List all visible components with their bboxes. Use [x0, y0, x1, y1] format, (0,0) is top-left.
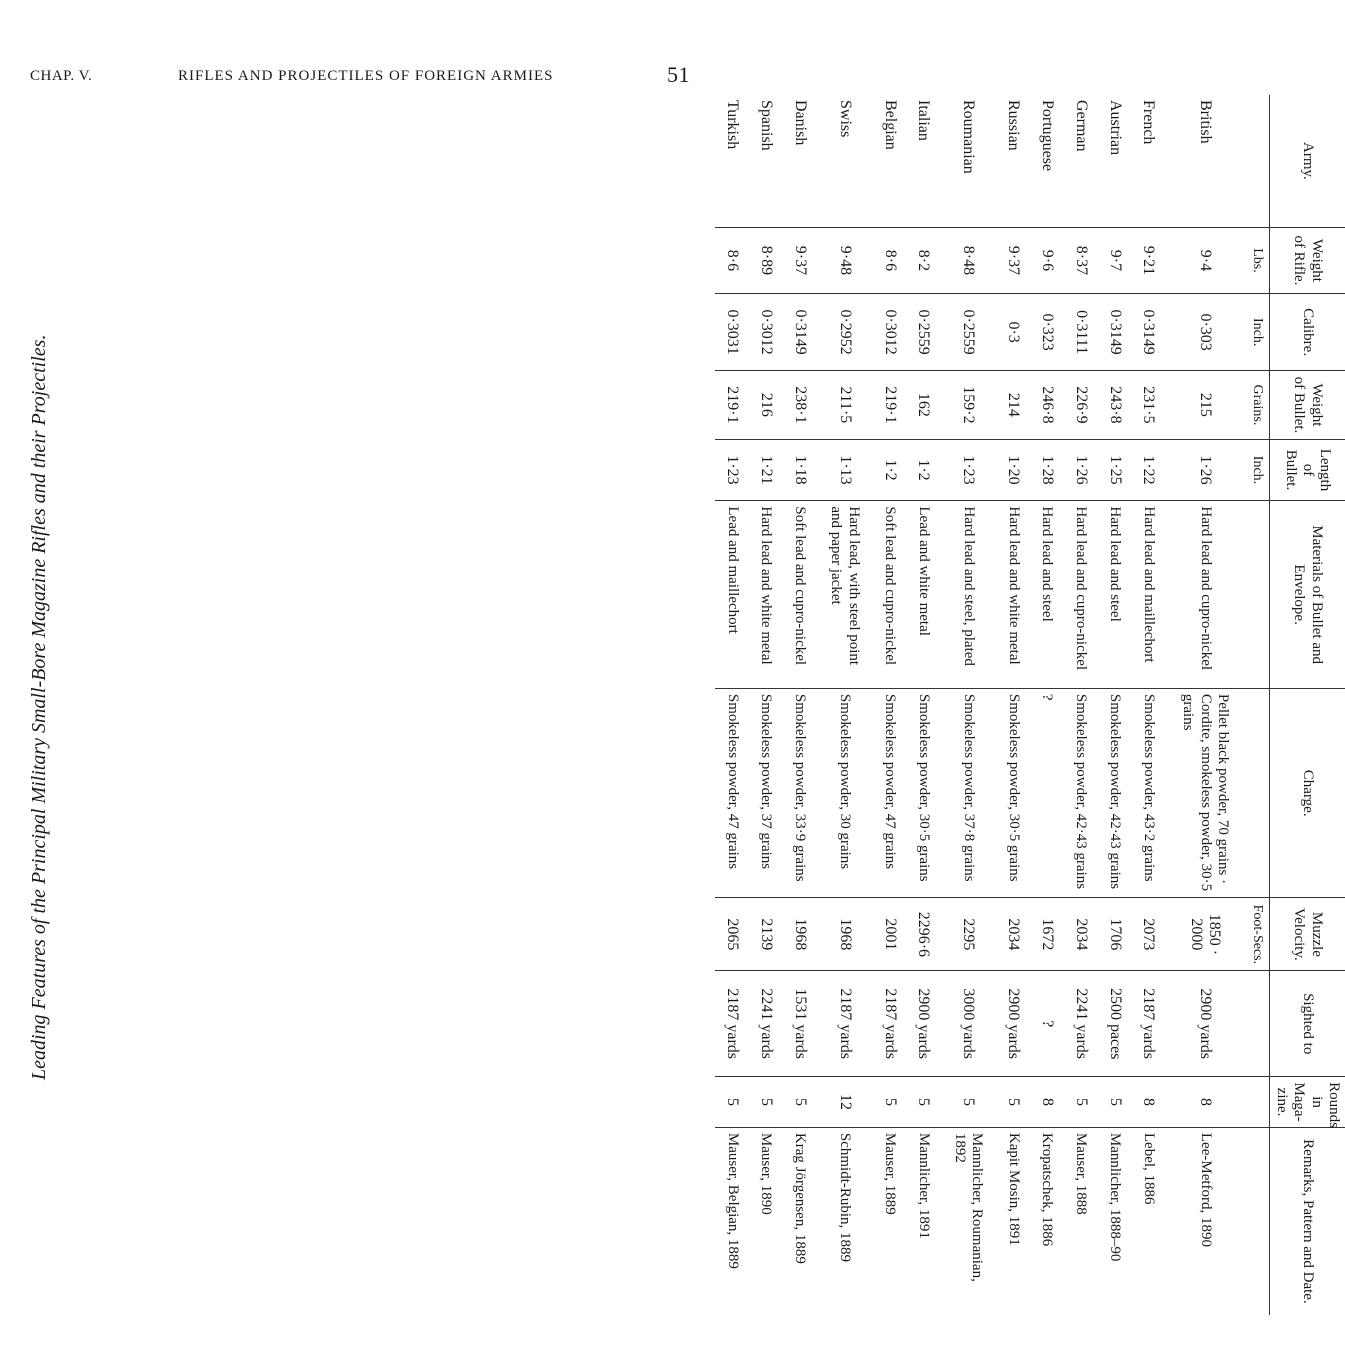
- muzzle-velocity-cell: 2296·6: [906, 898, 940, 971]
- weight-bullet-cell: 219·1: [872, 371, 906, 439]
- calibre-cell: 0·323: [1030, 294, 1064, 371]
- rounds-cell: 5: [1064, 1077, 1098, 1128]
- rifles-table: [715, 95, 1345, 1315]
- header-calibre: Calibre.: [1270, 294, 1345, 371]
- remarks-cell: Mannlicher, 1891: [906, 1127, 940, 1315]
- rounds-cell: 5: [715, 1077, 749, 1128]
- remarks-cell: Mauser, Belgian, 1889: [715, 1127, 749, 1315]
- army-cell: French: [1140, 100, 1158, 145]
- muzzle-velocity-cell: 1706: [1097, 898, 1131, 971]
- header-remarks: Remarks, Pattern and Date.: [1270, 1127, 1345, 1315]
- charge-cell: ?: [1030, 688, 1064, 898]
- weight-bullet-cell: 226·9: [1064, 371, 1098, 439]
- materials-cell: Lead and white metal: [906, 501, 940, 689]
- sighted-to-cell: ?: [1030, 971, 1064, 1077]
- sighted-to-cell: 2900 yards: [996, 971, 1030, 1077]
- materials-cell: Hard lead and steel: [1030, 501, 1064, 689]
- calibre-cell: 0·3111: [1064, 294, 1098, 371]
- length-bullet-cell: 1·20: [996, 439, 1030, 501]
- sighted-to-cell: 2187 yards: [715, 971, 749, 1077]
- materials-cell: Lead and maillechort: [715, 501, 749, 689]
- charge-cell: Smokeless powder, 42·43 grains: [1097, 688, 1131, 898]
- table-row: [906, 95, 940, 1315]
- rounds-cell: 5: [783, 1077, 817, 1128]
- charge-cell: Smokeless powder, 47 grains: [715, 688, 749, 898]
- header-sighted-to: Sighted to: [1270, 971, 1345, 1077]
- remarks-cell: Mauser, 1888: [1064, 1127, 1098, 1315]
- table-row: [1131, 95, 1165, 1315]
- rounds-cell: 5: [749, 1077, 783, 1128]
- sighted-to-cell: 2900 yards: [1165, 971, 1245, 1077]
- rounds-cell: 8: [1165, 1077, 1245, 1128]
- muzzle-velocity-cell: 2001: [872, 898, 906, 971]
- army-cell: Turkish: [724, 100, 742, 150]
- weight-rifle-cell: 9·37: [996, 227, 1030, 293]
- muzzle-velocity-cell: 2065: [715, 898, 749, 971]
- army-cell: Belgian: [881, 100, 899, 150]
- weight-bullet-cell: 246·8: [1030, 371, 1064, 439]
- muzzle-velocity-cell: 1850 · 2000: [1165, 898, 1245, 971]
- army-cell: Portuguese: [1038, 100, 1056, 172]
- rounds-cell: 5: [1097, 1077, 1131, 1128]
- remarks-cell: Kapit Mosin, 1891: [996, 1127, 1030, 1315]
- materials-cell: Hard lead and cupro-nickel: [1165, 501, 1245, 689]
- materials-cell: Hard lead and steel, plated: [940, 501, 996, 689]
- weight-bullet-cell: 214: [996, 371, 1030, 439]
- length-bullet-cell: 1·18: [783, 439, 817, 501]
- length-bullet-cell: 1·26: [1064, 439, 1098, 501]
- header-muzzle-velocity: Muzzle Velocity.: [1270, 898, 1345, 971]
- table-row: [783, 95, 817, 1315]
- table-row: [940, 95, 996, 1315]
- header-length-bullet: Length of Bullet.: [1270, 439, 1345, 501]
- remarks-cell: Lebel, 1886: [1131, 1127, 1165, 1315]
- calibre-cell: 0·3149: [783, 294, 817, 371]
- materials-cell: Hard lead and white metal: [749, 501, 783, 689]
- unit-materials: [1245, 501, 1270, 689]
- unit-rounds: [1245, 1077, 1270, 1128]
- army-cell: German: [1072, 100, 1090, 152]
- calibre-cell: 0·3149: [1131, 294, 1165, 371]
- calibre-cell: 0·3: [996, 294, 1030, 371]
- calibre-cell: 0·2952: [816, 294, 872, 371]
- materials-cell: Hard lead and steel: [1097, 501, 1131, 689]
- calibre-cell: 0·3031: [715, 294, 749, 371]
- charge-cell: Smokeless powder, 30 grains: [816, 688, 872, 898]
- weight-bullet-cell: 216: [749, 371, 783, 439]
- sighted-to-cell: 2900 yards: [906, 971, 940, 1077]
- weight-bullet-cell: 211·5: [816, 371, 872, 439]
- charge-cell: Pellet black powder, 70 grains · Cordite, smokeless powder, 30·5 grains: [1165, 688, 1245, 898]
- sighted-to-cell: 2187 yards: [816, 971, 872, 1077]
- army-cell: British: [1197, 100, 1215, 144]
- weight-bullet-cell: 238·1: [783, 371, 817, 439]
- header-charge: Charge.: [1270, 688, 1345, 898]
- weight-bullet-cell: 162: [906, 371, 940, 439]
- calibre-cell: 0·3012: [749, 294, 783, 371]
- header-weight-rifle: Weight of Rifle.: [1270, 227, 1345, 293]
- weight-rifle-cell: 8·37: [1064, 227, 1098, 293]
- muzzle-velocity-cell: 2139: [749, 898, 783, 971]
- rotated-table-container: [715, 95, 1345, 1315]
- weight-rifle-cell: 9·21: [1131, 227, 1165, 293]
- length-bullet-cell: 1·13: [816, 439, 872, 501]
- muzzle-velocity-cell: 2295: [940, 898, 996, 971]
- muzzle-velocity-cell: 1672: [1030, 898, 1064, 971]
- unit-calibre: Inch.: [1245, 294, 1270, 371]
- charge-cell: Smokeless powder, 33·9 grains: [783, 688, 817, 898]
- rounds-cell: 8: [1030, 1077, 1064, 1128]
- table-title: Leading Features of the Principal Military Small-Bore Magazine Rifles and their Projectiles.: [28, 334, 50, 1080]
- weight-bullet-cell: 231·5: [1131, 371, 1165, 439]
- unit-sighted-to: [1245, 971, 1270, 1077]
- weight-rifle-cell: 9·4: [1165, 227, 1245, 293]
- table-row: [715, 95, 749, 1315]
- rounds-cell: 5: [906, 1077, 940, 1128]
- materials-cell: Hard lead and cupro-nickel: [1064, 501, 1098, 689]
- page-number: 51: [667, 62, 690, 87]
- length-bullet-cell: 1·26: [1165, 439, 1245, 501]
- sighted-to-cell: 2187 yards: [1131, 971, 1165, 1077]
- army-cell: Swiss: [836, 100, 854, 138]
- materials-cell: Hard lead and white metal: [996, 501, 1030, 689]
- weight-bullet-cell: 215: [1165, 371, 1245, 439]
- table-row: [1165, 95, 1245, 1315]
- length-bullet-cell: 1·21: [749, 439, 783, 501]
- unit-army: [1245, 95, 1270, 227]
- weight-rifle-cell: 8·89: [749, 227, 783, 293]
- rounds-cell: 5: [872, 1077, 906, 1128]
- materials-cell: Hard lead, with steel point and paper jacket: [816, 501, 872, 689]
- header-weight-bullet: Weight of Bullet.: [1270, 371, 1345, 439]
- length-bullet-cell: 1·23: [940, 439, 996, 501]
- table-row: [1064, 95, 1098, 1315]
- length-bullet-cell: 1·22: [1131, 439, 1165, 501]
- length-bullet-cell: 1·2: [872, 439, 906, 501]
- army-cell: Russian: [1005, 100, 1023, 151]
- charge-cell: Smokeless powder, 30·5 grains: [906, 688, 940, 898]
- unit-muzzle-velocity: Foot-Secs.: [1245, 898, 1270, 971]
- running-header: [30, 60, 690, 90]
- remarks-cell: Kropatschek, 1886: [1030, 1127, 1064, 1315]
- calibre-cell: 0·3012: [872, 294, 906, 371]
- table-row: [872, 95, 906, 1315]
- chapter-label: CHAP. V.: [30, 68, 93, 84]
- army-cell: Spanish: [757, 100, 775, 151]
- length-bullet-cell: 1·23: [715, 439, 749, 501]
- charge-cell: Smokeless powder, 47 grains: [872, 688, 906, 898]
- weight-rifle-cell: 9·7: [1097, 227, 1131, 293]
- table-row: [816, 95, 872, 1315]
- remarks-cell: Mauser, 1890: [749, 1127, 783, 1315]
- sighted-to-cell: 3000 yards: [940, 971, 996, 1077]
- muzzle-velocity-cell: 1968: [816, 898, 872, 971]
- muzzle-velocity-cell: 1968: [783, 898, 817, 971]
- header-army: Army.: [1300, 142, 1317, 180]
- rounds-cell: 12: [816, 1077, 872, 1128]
- table-row: [996, 95, 1030, 1315]
- weight-rifle-cell: 9·48: [816, 227, 872, 293]
- muzzle-velocity-cell: 2073: [1131, 898, 1165, 971]
- sighted-to-cell: 1531 yards: [783, 971, 817, 1077]
- length-bullet-cell: 1·28: [1030, 439, 1064, 501]
- sighted-to-cell: 2500 paces: [1097, 971, 1131, 1077]
- calibre-cell: 0·2559: [940, 294, 996, 371]
- army-cell: Roumanian: [960, 100, 978, 174]
- weight-rifle-cell: 8·2: [906, 227, 940, 293]
- charge-cell: Smokeless powder, 30·5 grains: [996, 688, 1030, 898]
- remarks-cell: Mannlicher, 1888–90: [1097, 1127, 1131, 1315]
- calibre-cell: 0·2559: [906, 294, 940, 371]
- charge-cell: Smokeless powder, 43·2 grains: [1131, 688, 1165, 898]
- weight-rifle-cell: 8·48: [940, 227, 996, 293]
- table-header-row: [1270, 95, 1345, 1315]
- rounds-cell: 5: [940, 1077, 996, 1128]
- weight-rifle-cell: 9·37: [783, 227, 817, 293]
- sighted-to-cell: 2241 yards: [1064, 971, 1098, 1077]
- remarks-cell: Krag Jörgensen, 1889: [783, 1127, 817, 1315]
- calibre-cell: 0·3149: [1097, 294, 1131, 371]
- running-title: RIFLES AND PROJECTILES OF FOREIGN ARMIES: [178, 68, 554, 84]
- muzzle-velocity-cell: 2034: [996, 898, 1030, 971]
- muzzle-velocity-cell: 2034: [1064, 898, 1098, 971]
- sighted-to-cell: 2187 yards: [872, 971, 906, 1077]
- weight-bullet-cell: 159·2: [940, 371, 996, 439]
- weight-rifle-cell: 9·6: [1030, 227, 1064, 293]
- unit-weight-rifle: Lbs.: [1245, 227, 1270, 293]
- units-row: [1245, 95, 1270, 1315]
- rounds-cell: 8: [1131, 1077, 1165, 1128]
- army-cell: Italian: [915, 100, 933, 141]
- weight-rifle-cell: 8·6: [715, 227, 749, 293]
- weight-bullet-cell: 243·8: [1097, 371, 1131, 439]
- weight-rifle-cell: 8·6: [872, 227, 906, 293]
- materials-cell: Soft lead and cupro-nickel: [783, 501, 817, 689]
- sighted-to-cell: 2241 yards: [749, 971, 783, 1077]
- remarks-cell: Schmidt-Rubin, 1889: [816, 1127, 872, 1315]
- charge-cell: Smokeless powder, 37·8 grains: [940, 688, 996, 898]
- rounds-cell: 5: [996, 1077, 1030, 1128]
- table-row: [1097, 95, 1131, 1315]
- header-rounds: Rounds in Maga-zine.: [1270, 1077, 1345, 1128]
- unit-length-bullet: Inch.: [1245, 439, 1270, 501]
- table-row: [1030, 95, 1064, 1315]
- remarks-cell: Lee-Metford, 1890: [1165, 1127, 1245, 1315]
- weight-bullet-cell: 219·1: [715, 371, 749, 439]
- army-cell: Danish: [791, 100, 809, 146]
- materials-cell: Hard lead and maillechort: [1131, 501, 1165, 689]
- calibre-cell: 0·303: [1165, 294, 1245, 371]
- unit-remarks: [1245, 1127, 1270, 1315]
- unit-weight-bullet: Grains.: [1245, 371, 1270, 439]
- army-cell: Austrian: [1106, 100, 1124, 156]
- charge-cell: Smokeless powder, 42·43 grains: [1064, 688, 1098, 898]
- length-bullet-cell: 1·25: [1097, 439, 1131, 501]
- unit-charge: [1245, 688, 1270, 898]
- table-row: [749, 95, 783, 1315]
- length-bullet-cell: 1·2: [906, 439, 940, 501]
- charge-cell: Smokeless powder, 37 grains: [749, 688, 783, 898]
- remarks-cell: Mannlicher, Roumanian, 1892: [940, 1127, 996, 1315]
- remarks-cell: Mauser, 1889: [872, 1127, 906, 1315]
- materials-cell: Soft lead and cupro-nickel: [872, 501, 906, 689]
- header-materials: Materials of Bullet and Envelope.: [1270, 501, 1345, 689]
